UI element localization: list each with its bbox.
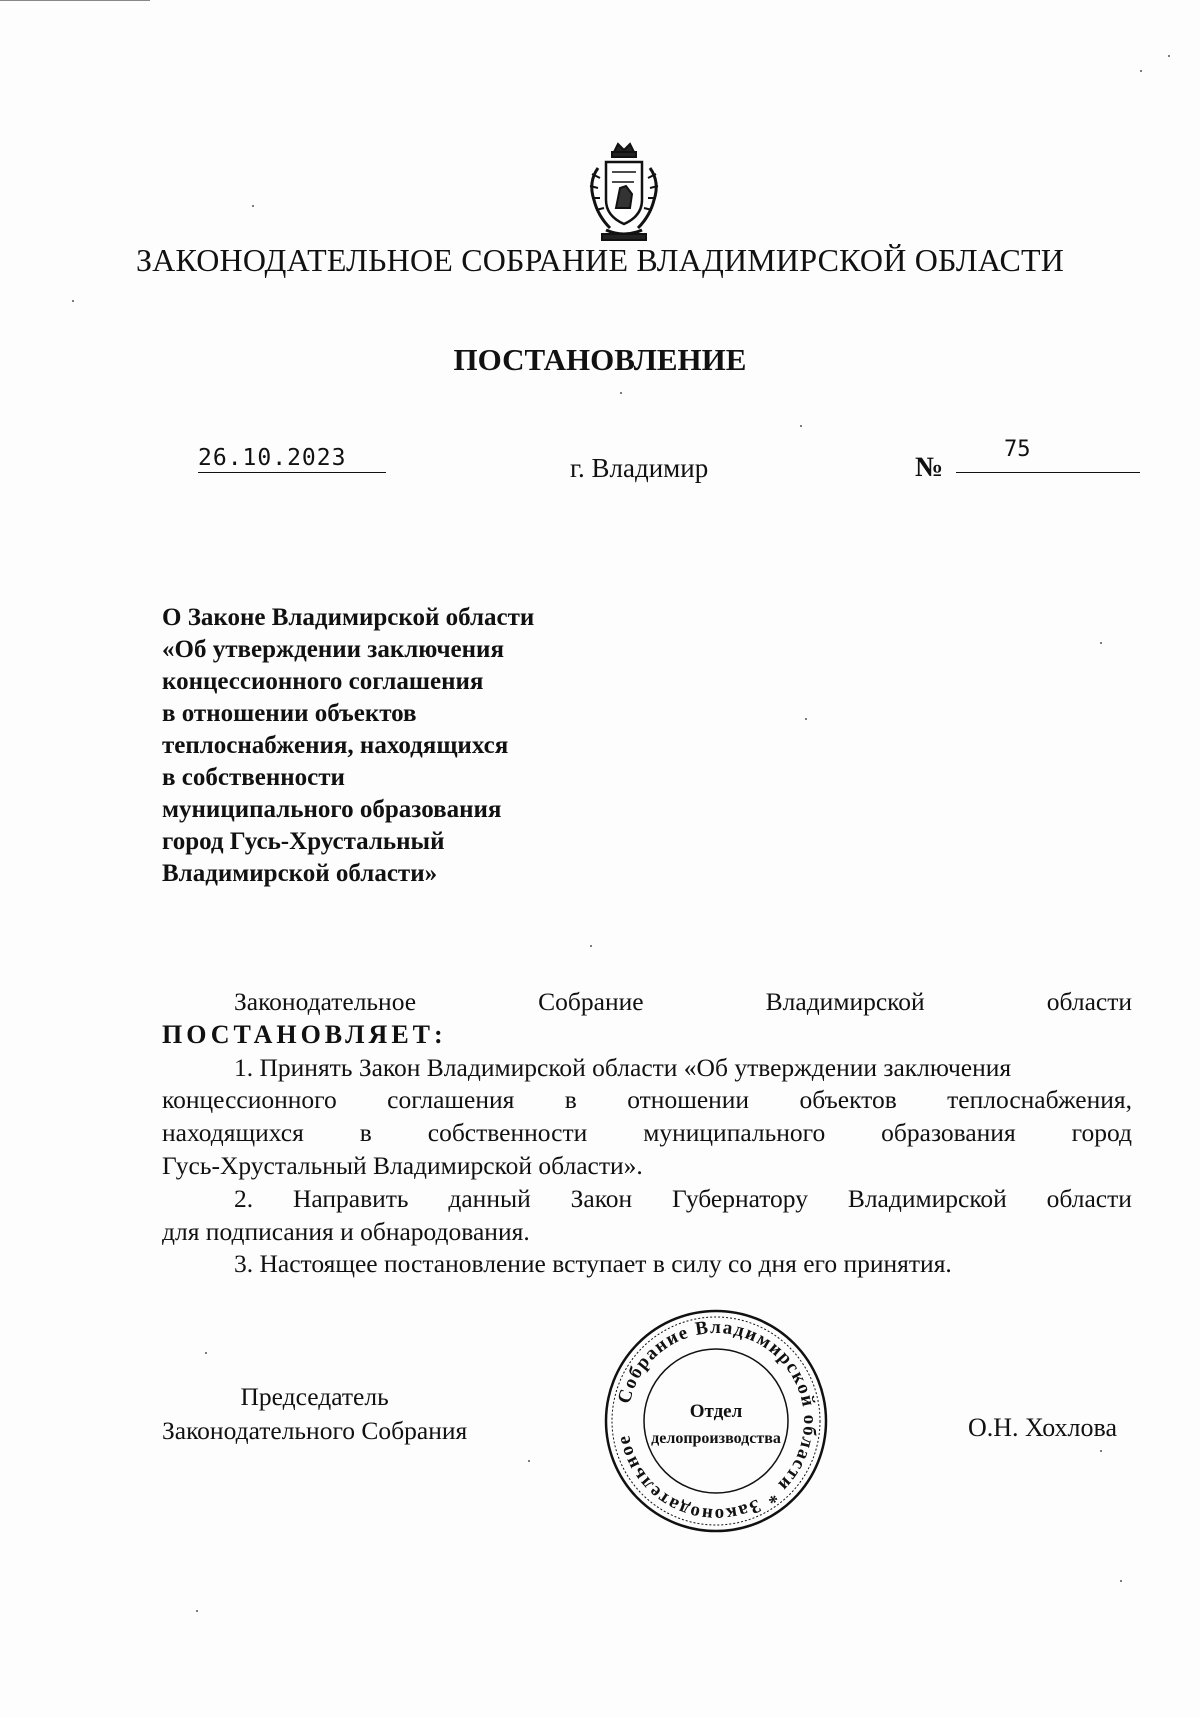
title-line: О Законе Владимирской области — [162, 604, 535, 631]
resolves-heading: ПОСТАНОВЛЯЕТ: — [162, 1019, 447, 1049]
body-word: объектов — [799, 1085, 897, 1115]
scan-artifact-line — [0, 0, 150, 1]
body-word: Закон — [570, 1183, 633, 1213]
number-sign: № — [915, 452, 944, 483]
body-word: 2. — [234, 1183, 254, 1213]
position-line: Законодательного Собрания — [162, 1416, 468, 1445]
body-word: области — [1046, 987, 1132, 1016]
scan-speck — [205, 1352, 207, 1354]
paragraph-1-line-2 — [162, 1084, 1132, 1117]
stamp-center-line-2: делопроизводства — [651, 1430, 781, 1447]
body-word: Законодательное — [234, 987, 417, 1016]
scan-speck — [1120, 1580, 1122, 1582]
body-word: образования — [881, 1118, 1016, 1148]
organization-name: ЗАКОНОДАТЕЛЬНОЕ СОБРАНИЕ ВЛАДИМИРСКОЙ ОБЛАСТИ — [135, 242, 1065, 278]
scan-speck — [528, 1460, 530, 1462]
paragraph-3: 3. Настоящее постановление вступает в силу со дня его принятия. — [234, 1249, 952, 1279]
scan-speck — [252, 205, 254, 207]
document-city: г. Владимир — [570, 453, 709, 483]
title-line: город Гусь-Хрустальный — [162, 828, 445, 855]
paragraph-2-line-1 — [162, 1183, 1132, 1216]
document-date: 26.10.2023 — [198, 445, 347, 471]
title-line: «Об утверждении заключения — [162, 636, 504, 663]
signatory-name: О.Н. Хохлова — [968, 1413, 1117, 1442]
intro-line — [162, 986, 1132, 1019]
scan-speck — [1100, 1450, 1102, 1452]
body-word: в — [359, 1118, 372, 1148]
position-line: Председатель — [240, 1382, 389, 1411]
body-word: в — [564, 1085, 577, 1115]
title-line: в собственности — [162, 764, 345, 791]
scan-speck — [590, 945, 592, 947]
paragraph-1-line-4: Гусь-Хрустальный Владимирской области». — [162, 1150, 643, 1180]
body-word: области — [1046, 1183, 1132, 1213]
title-line: муниципального образования — [162, 796, 502, 823]
document-number: 75 — [1004, 437, 1031, 462]
body-word: данный — [448, 1183, 531, 1213]
paragraph-2-line-2: для подписания и обнародования. — [162, 1216, 530, 1246]
body-word: соглашения — [387, 1085, 515, 1115]
document-type-heading: ПОСТАНОВЛЕНИЕ — [453, 342, 747, 377]
document-body — [162, 986, 1132, 1281]
stamp-ring-text: Собрание Владимирской области * Законодательное — [613, 1316, 821, 1526]
coat-of-arms-icon — [576, 138, 672, 244]
body-word: муниципального — [643, 1118, 826, 1148]
paragraph-1-line-1: 1. Принять Закон Владимирской области «Об утверждении заключения — [234, 1052, 1012, 1082]
stamp-center-line-1: Отдел — [689, 1401, 743, 1422]
body-word: город — [1071, 1118, 1132, 1148]
body-word: собственности — [427, 1118, 588, 1148]
body-word: Владимирской — [765, 987, 925, 1016]
title-line: Владимирской области» — [162, 860, 438, 887]
scan-speck — [805, 718, 807, 720]
scan-speck — [1140, 70, 1142, 72]
title-line: концессионного соглашения — [162, 668, 484, 695]
scan-speck — [620, 392, 622, 394]
scan-speck — [1100, 642, 1102, 644]
official-stamp — [600, 1305, 832, 1537]
number-underline — [956, 472, 1140, 473]
body-word: Губернатору — [672, 1183, 808, 1213]
body-word: отношении — [627, 1085, 750, 1115]
scan-speck — [72, 300, 74, 302]
body-word: Владимирской — [847, 1183, 1007, 1213]
scan-speck — [1168, 55, 1170, 57]
title-line: теплоснабжения, находящихся — [162, 732, 509, 759]
document-title — [162, 602, 622, 890]
body-word: Направить — [292, 1183, 409, 1213]
signatory-position — [162, 1380, 467, 1448]
paragraph-1-line-3 — [162, 1117, 1132, 1150]
scan-speck — [196, 1610, 198, 1612]
body-word: концессионного — [162, 1085, 337, 1115]
body-word: находящихся — [162, 1118, 304, 1148]
body-word: теплоснабжения, — [947, 1085, 1132, 1115]
scan-speck — [800, 425, 802, 427]
title-line: в отношении объектов — [162, 700, 417, 727]
body-word: Собрание — [538, 987, 644, 1016]
date-underline — [198, 472, 386, 473]
